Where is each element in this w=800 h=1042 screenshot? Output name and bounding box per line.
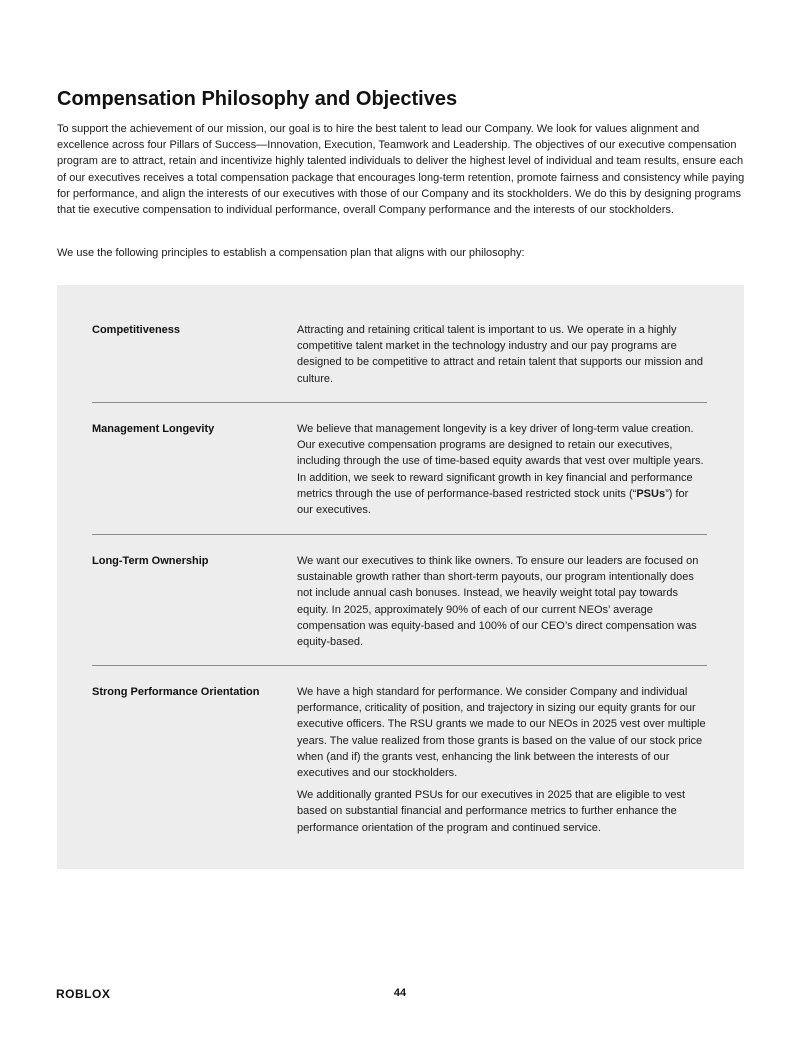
principles-panel xyxy=(57,285,744,869)
intro-paragraph: To support the achievement of our mission, our goal is to hire the best talent to lead our Company. We look for values alignment and excellence across four Pillars of Success—Innovation, Execution, Teamwork and Leadership. The objectives of our executive compensation program are to attract, retain and incentivize highly talented individuals to deliver the highest level of individual and team results, ensure each of our executives receives a total compensation package that encourages long-term retention, promote fairness and consistency while paying for performance, and align the interests of our executives with those of our Company and its stockholders. We do this by designing programs that tie executive compensation to individual performance, overall Company performance and the interests of our stockholders. xyxy=(57,123,745,217)
row-divider xyxy=(92,665,707,666)
row-divider xyxy=(92,402,707,403)
principle-text-start: We believe that management longevity is a key driver of long-term value creation. Our executive compensation programs are designed to retain our executives, including through the use of time-based equity awards that vest over multiple years. In addition, we seek to reward significant growth in key financial and performance metrics through the use of performance-based restricted stock units (“ xyxy=(297,423,704,500)
principle-text: We want our executives to think like owners. To ensure our leaders are focused on sustainable growth rather than short-term payouts, our program intentionally does not include annual cash bonuses. Instead, we heavily weight total pay towards equity. In 2025, approximately 90% of each of our current NEOs’ average compensation was equity-based and 100% of our CEO’s direct compensation was equity-based. xyxy=(297,555,699,649)
principle-label: Long-Term Ownership xyxy=(92,555,209,567)
principle-label: Management Longevity xyxy=(92,423,215,435)
principle-text: We have a high standard for performance. We consider Company and individual performance, criticality of position, and trajectory in sizing our equity grants for our executive officers. The RSU grants we made to our NEOs in 2025 vest over multiple years. The value realized from those grants is based on the value of our stock price when (and if) the grants vest, enhancing the link between the interests of our executives and our stockholders. xyxy=(297,686,706,780)
page-title: Compensation Philosophy and Objectives xyxy=(57,88,458,110)
roblox-logo: ROBLOX xyxy=(56,987,111,1001)
principle-text-continued: We additionally granted PSUs for our executives in 2025 that are eligible to vest based on substantial financial and performance metrics to further enhance the performance orientation of the program and continued service. xyxy=(297,789,686,834)
principle-text-end: ”) for our executives. xyxy=(297,487,689,517)
principle-label: Strong Performance Orientation xyxy=(92,686,260,698)
principle-text xyxy=(297,421,707,518)
principle-label: Competitiveness xyxy=(92,324,181,336)
principle-description xyxy=(297,684,707,842)
lead-paragraph: We use the following principles to establish a compensation plan that aligns with our philosophy: xyxy=(57,247,525,259)
principle-description xyxy=(297,322,707,393)
principle-description xyxy=(297,421,707,524)
principle-text: Attracting and retaining critical talent is important to us. We operate in a highly competitive talent market in the technology industry and our pay programs are designed to be competitive to attract and retain talent that supports our mission and culture. xyxy=(297,324,704,385)
psus-term: PSUs xyxy=(636,487,666,500)
page-number: 44 xyxy=(393,987,407,999)
row-divider xyxy=(92,534,707,535)
principle-description xyxy=(297,553,707,656)
